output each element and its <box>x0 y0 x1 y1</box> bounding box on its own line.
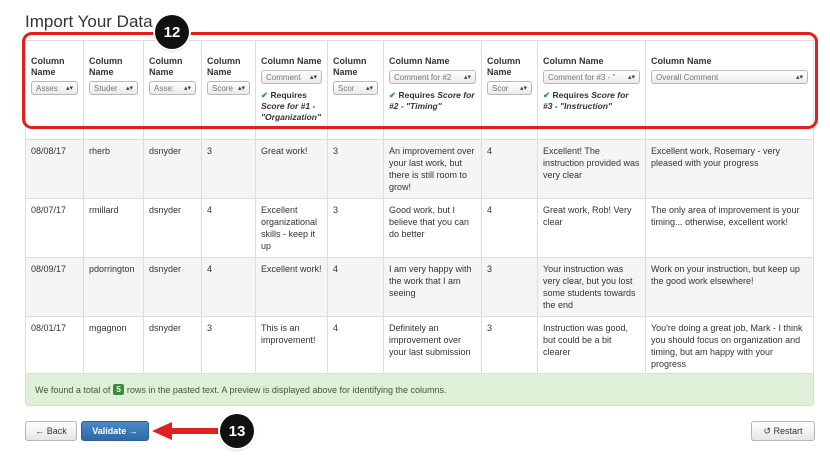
column-select-value: Asse: <box>154 83 175 93</box>
select-arrows-icon: ▴▾ <box>309 74 317 81</box>
table-cell: mgagnon <box>84 317 144 376</box>
step-badge: 12 <box>155 15 189 49</box>
table-cell: 08/07/17 <box>26 199 84 258</box>
table-cell: You're doing a great job, Mark - I think you should focus on organization and timing, but am happy with your progress <box>646 317 814 376</box>
table-row <box>26 140 814 199</box>
check-icon: ✔ <box>543 90 551 100</box>
table-cell: 4 <box>482 199 538 258</box>
table-cell: 3 <box>482 258 538 317</box>
select-arrows-icon: ▴▾ <box>795 74 803 81</box>
column-select-value: Asses <box>36 83 58 93</box>
info-alert <box>25 373 814 406</box>
step-badge: 13 <box>220 414 254 448</box>
column-name-label: Column Name <box>261 56 322 66</box>
select-arrows-icon: ▴▾ <box>183 85 191 92</box>
notice-text: rows in the pasted text. A preview is displayed above for identifying the columns. <box>126 384 447 395</box>
table-cell: 4 <box>328 258 384 317</box>
requirement-detail: Score for #2 - "Timing" <box>389 90 475 111</box>
table-cell: Instruction was good, but could be a bit clearer <box>538 317 646 376</box>
requirement-detail: Score for #3 - "Instruction" <box>543 90 629 111</box>
column-name-label: Column Name <box>207 56 241 77</box>
table-cell: Good work, but I believe that you can do better <box>384 199 482 258</box>
table-cell: 3 <box>482 317 538 376</box>
table-cell: Definitely an improvement over your last submission <box>384 317 482 376</box>
column-name-label: Column Name <box>487 56 521 77</box>
table-cell: 4 <box>482 140 538 199</box>
requirement-detail: Score for #1 - "Organization" <box>261 101 322 122</box>
requirement-prefix: Requires <box>552 90 589 100</box>
table-cell: Excellent organizational skills - keep it up <box>256 199 328 258</box>
restart-button[interactable]: ↺ Restart <box>751 421 815 441</box>
table-cell: rmillard <box>84 199 144 258</box>
table-cell: 08/08/17 <box>26 140 84 199</box>
table-cell: pdorrington <box>84 258 144 317</box>
column-select-value: Comment <box>266 72 301 82</box>
table-row <box>26 199 814 258</box>
header-highlight-box <box>22 32 818 129</box>
column-select-value: Comment for #3 - " <box>548 72 616 82</box>
table-cell: Excellent! The instruction provided was very clear <box>538 140 646 199</box>
table-cell: I am very happy with the work that I am seeing <box>384 258 482 317</box>
table-cell: 4 <box>202 199 256 258</box>
column-name-label: Column Name <box>149 56 183 77</box>
table-cell: rherb <box>84 140 144 199</box>
table-cell: Great work! <box>256 140 328 199</box>
table-row <box>26 258 814 317</box>
table-cell: 3 <box>202 140 256 199</box>
table-cell: Your instruction was very clear, but you lost some students towards the end <box>538 258 646 317</box>
table-cell: An improvement over your last work, but there is still room to grow! <box>384 140 482 199</box>
table-cell: 4 <box>328 317 384 376</box>
select-arrows-icon: ▴▾ <box>65 85 73 92</box>
table-cell: This is an improvement! <box>256 317 328 376</box>
column-select-value: Studer <box>94 83 118 93</box>
table-cell: dsnyder <box>144 199 202 258</box>
select-arrows-icon: ▴▾ <box>365 85 373 92</box>
select-arrows-icon: ▴▾ <box>519 85 527 92</box>
column-select-value: Comment for #2 <box>394 72 452 82</box>
table-cell: Excellent work, Rosemary - very pleased with your progress <box>646 140 814 199</box>
column-name-label: Column Name <box>543 56 604 66</box>
select-arrows-icon: ▴▾ <box>237 85 245 92</box>
notice-text: We found a total of <box>35 384 111 395</box>
column-select-value: Scor <box>492 83 509 93</box>
table-cell: 3 <box>328 199 384 258</box>
table-cell: 4 <box>202 258 256 317</box>
check-icon: ✔ <box>261 90 269 100</box>
column-name-label: Column Name <box>31 56 65 77</box>
table-cell: The only area of improvement is your timing... otherwise, excellent work! <box>646 199 814 258</box>
validate-button[interactable]: Validate → <box>81 421 149 441</box>
requirement-prefix: Requires <box>270 90 307 100</box>
column-select-value: Overall Comment <box>656 72 719 82</box>
table-cell: dsnyder <box>144 317 202 376</box>
column-name-label: Column Name <box>651 56 712 66</box>
column-name-label: Column Name <box>389 56 450 66</box>
column-name-label: Column Name <box>333 56 367 77</box>
select-arrows-icon: ▴▾ <box>627 74 635 81</box>
column-name-label: Column Name <box>89 56 123 77</box>
check-icon: ✔ <box>389 90 397 100</box>
table-cell: Great work, Rob! Very clear <box>538 199 646 258</box>
table-cell: dsnyder <box>144 140 202 199</box>
page-title: Import Your Data <box>25 12 153 31</box>
table-cell: 3 <box>202 317 256 376</box>
table-cell: dsnyder <box>144 258 202 317</box>
select-arrows-icon: ▴▾ <box>463 74 471 81</box>
table-cell: Work on your instruction, but keep up the good work elsewhere! <box>646 258 814 317</box>
table-cell: Excellent work! <box>256 258 328 317</box>
back-button[interactable]: ← Back <box>25 421 77 441</box>
table-cell: 08/09/17 <box>26 258 84 317</box>
table-cell: 08/01/17 <box>26 317 84 376</box>
table-row <box>26 317 814 376</box>
select-arrows-icon: ▴▾ <box>125 85 133 92</box>
column-select-value: Score <box>212 83 233 93</box>
row-count-badge: 5 <box>113 384 123 395</box>
column-select-value: Scor <box>338 83 355 93</box>
requirement-prefix: Requires <box>398 90 435 100</box>
table-cell: 3 <box>328 140 384 199</box>
pointer-arrow-icon <box>150 419 220 443</box>
